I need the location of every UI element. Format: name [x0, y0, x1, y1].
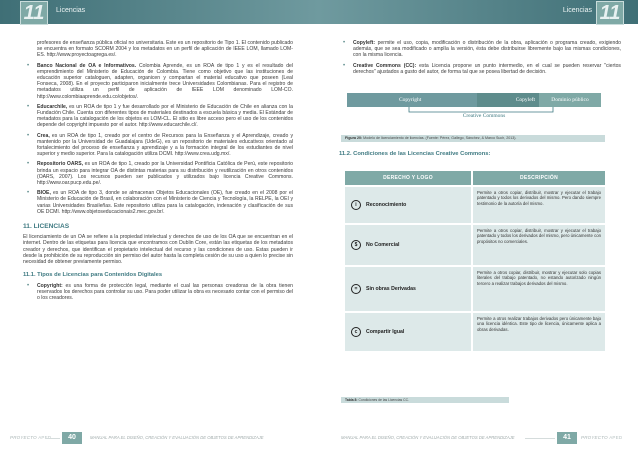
item-text: esta Licencia propone un punto intermedio, en el cual se pueden reservar "ciertos derechos" ajustados a gusto del autor, de forma tal que se posea libertad de decisión. [353, 62, 621, 75]
item-text: es un ROA de tipo 1 y fue desarrollado por el Ministerio de Educación de Chile en alianza con la Fundación Chile. Cuenta con diferentes tipos de materiales destinados a escuela básica y media. El Estándar de metadatos para la catalogación de los objetos es LOM-CL. El sitio es libre acceso pero el uso de los contenidos depende del copyright impuesto por el autor. http://www.educarchile.cl/. [37, 103, 293, 129]
footer-project-label: PROYECTO APED [10, 435, 52, 440]
copyleft-bar: Copyleft [477, 93, 539, 107]
footer-manual-title: MANUAL PARA EL DISEÑO, CREACIÓN Y EVALUACIÓN DE OBJETOS DE APRENDIZAJE [90, 435, 264, 440]
copyright-bar: Copyright [347, 93, 477, 107]
item-term: Banco Nacional de OA e Informativos. [37, 62, 137, 69]
column-header-description: DESCRIPCIÓN [473, 171, 605, 185]
condition-name: Compartir Igual [366, 329, 405, 336]
item-text: es un ROA de tipo 1, creado por el centro de Recursos para la Enseñanza y el Aprendizaje, creado y mantenido por la Universidad de Guadalajara (UdeG), es un repositorio de materiales educativos orientado al fortalecimiento del proceso de enseñanza y aprendizaje y a la formación integral de los estudiantes de nivel superior y medio superior. Para la catalogación utiliza DCMI. http://www.crea.udg.mx/. [37, 132, 293, 158]
item-text: es una forma de protección legal, mediante el cual las personas creadoras de la obra tienen reservados los derechos para controlar su uso. Para poder utilizar la obra es necesario contar con el permiso del o los creadores. [37, 282, 293, 301]
figure-caption: Figura 20: Modelo de licenciamiento de licencias. (Fuente: Pérez, Gallego, Sánchez, & Marco Such, 2013). [341, 135, 605, 142]
footer-manual-title: MANUAL PARA EL DISEÑO, CREACIÓN Y EVALUACIÓN DE OBJETOS DE APRENDIZAJE [341, 435, 515, 440]
list-item [23, 133, 293, 158]
license-spectrum-figure [339, 83, 609, 131]
sa-icon: c [351, 327, 361, 337]
condition-description: Permite a otros copiar, distribuir, mostrar y ejecutar el trabajo patentado y todos los derivados del mismo. Pero dando siempre testimonio de la autoría del mismo. [473, 187, 605, 223]
condition-cell [345, 313, 471, 351]
item-term: BIOE, [37, 190, 51, 197]
item-text: permite el uso, copia, modificación o distribución de la obra, aplicación o programa creado, exigiendo además, que se sea modificado o amplía la versión, ésta debe distribuirse libremente bajo las mismas condiciones, con la misma licencia. [353, 40, 621, 59]
subsection-title: 11.2. Condiciones de las Licencias Creative Commons: [339, 151, 491, 158]
page-body [23, 40, 293, 305]
table-header [345, 171, 605, 185]
intro-paragraph: profesores de enseñanza pública oficial no universitaria. Este es un repositorio de Tipo 1. El contenido publicado se encuentra en formato SCORM 2004 y los metadatos en un perfil de aplicación de IEEE LOM, llamado LOM-ES. http://www.proyectoagrega.es/. [37, 40, 293, 59]
item-text: es un ROA de tipo 1, creado por la Universidad Pontificia Católica de Perú, este repositorio brinda un espacio para integrar OA de distintas materias para su distribución y reutilización en otros contenidos (OARS, 2007). Los recursos pueden ser publicados y utilizados bajo licencia Creative Commons. http://www.oar.pucp.edu.pe/. [37, 161, 293, 187]
list-item [23, 161, 293, 186]
right-page [319, 0, 638, 452]
page-header [319, 0, 638, 24]
table-row [345, 267, 605, 311]
list-item [23, 104, 293, 129]
item-text: es un ROA de tipo 3, donde se almacenan Objetos Educacionales (OE), fue creado en el 2008 por el Ministerio de Educación de Brasil, en colaboración con el Ministerio de Ciencia y Tecnología, la RELPE, la OEI y varias Universidades Brasileñas. Este repositorio utiliza para la catalogación, indexación y clasificación de sus OE DCMI. http://www.objetoseducacionais2.mec.gov.br/. [37, 190, 293, 215]
page-number: 40 [62, 432, 82, 444]
public-domain-bar: Dominio público [539, 93, 601, 107]
page-header [0, 0, 319, 24]
nc-icon: $ [351, 240, 361, 250]
footer-divider [525, 438, 555, 439]
condition-description: Permite a otros copiar, distribuir, mostrar y ejecutar el trabajo patentado y todos los derivados del mismo, pero únicamente con propósitos no comerciales. [473, 225, 605, 265]
cc-range-bracket [339, 83, 609, 131]
chapter-number: 11 [20, 1, 48, 25]
table-row [345, 313, 605, 351]
condition-description: Permite a otros copiar, distribuir, mostrar y ejecutar solo copias literales del trabajo patentado, no estando autorizado ningún tercero a realizar trabajos derivados del mismo. [473, 267, 605, 311]
condition-cell [345, 267, 471, 311]
table-caption: Tabla 8: Condiciones de las Licencias CC. [341, 397, 509, 403]
list-item [339, 40, 621, 59]
subsection-title: 11.1. Tipos de Licencias para Contenidos Digitales [23, 272, 163, 279]
by-icon: i [351, 200, 361, 210]
chapter-title: Licencias [56, 7, 86, 14]
item-term: Creative Commons (CC): [353, 62, 417, 69]
list-item [23, 63, 293, 100]
footer-divider [45, 438, 60, 439]
list-item [23, 283, 293, 302]
section-paragraph: El licenciamiento de un OA se refiere a la propiedad intelectual y derechos de uso de los OA que se encuentran en el internet. Dentro de las etiquetas para licencia que encontramos con Dublin Core, están las etiquetas de los metadatos creador y derechos, que identifican el propietario intelectual del recurso y las condiciones de uso. Estas pueden ir desde la prohibición de su reproducción sin permiso del autor hasta la completa cesión de su uso a quien lo precise sin necesidad de obtener previamente permiso. [23, 234, 293, 266]
item-term: Copyright: [37, 282, 63, 289]
condition-cell [345, 225, 471, 265]
section-title: 11. LICENCIAS [23, 223, 70, 231]
nd-icon: = [351, 284, 361, 294]
condition-description: Permite a otros realizar trabajos derivados pero únicamente bajo una licencia idéntica. Este tipo de licencia, únicamente aplica a obras derivadas. [473, 313, 605, 351]
column-header-right-logo: DERECHO Y LOGO [345, 171, 471, 185]
table-row [345, 187, 605, 223]
footer-project-label: PROYECTO APED [581, 435, 623, 440]
chapter-number: 11 [596, 1, 624, 25]
item-term: Educarchile, [37, 103, 68, 110]
item-text: Colombia Aprende, es un ROA de tipo 1 y es el resultado del emprendimiento del Ministerio de Educación de Colombia. Tiene como objetivo que las instituciones de educación superior cataloguen, adapten, organicen y compartan el material educativo que poseen (Leal Fonseca, 2008). En el proyecto participaron inicialmente trece Universidades Colombianas. Para el registro de metadatos utiliza un perfil de aplicación de IEEE LOM denominado LOM-CO. http://www.colombiaaprende.edu.co/objetos/. [37, 62, 293, 100]
list-item [339, 63, 621, 75]
creative-commons-label: Creative Commons [462, 113, 506, 120]
item-term: Repositorio OARS, [37, 161, 84, 168]
page-footer [0, 432, 319, 446]
condition-name: Reconocimiento [366, 202, 407, 209]
list-item [23, 190, 293, 215]
page-number: 41 [557, 432, 577, 444]
item-term: Crea, [37, 132, 50, 139]
chapter-title: Licencias [562, 7, 592, 14]
condition-cell [345, 187, 471, 223]
condition-name: Sin obras Derivadas [366, 286, 416, 293]
table-row [345, 225, 605, 265]
page-footer [319, 432, 638, 446]
condition-name: No Comercial [366, 242, 400, 249]
cc-conditions-table [345, 171, 605, 351]
repository-list [23, 63, 293, 215]
item-term: Copyleft: [353, 40, 376, 46]
page-body [339, 40, 621, 403]
